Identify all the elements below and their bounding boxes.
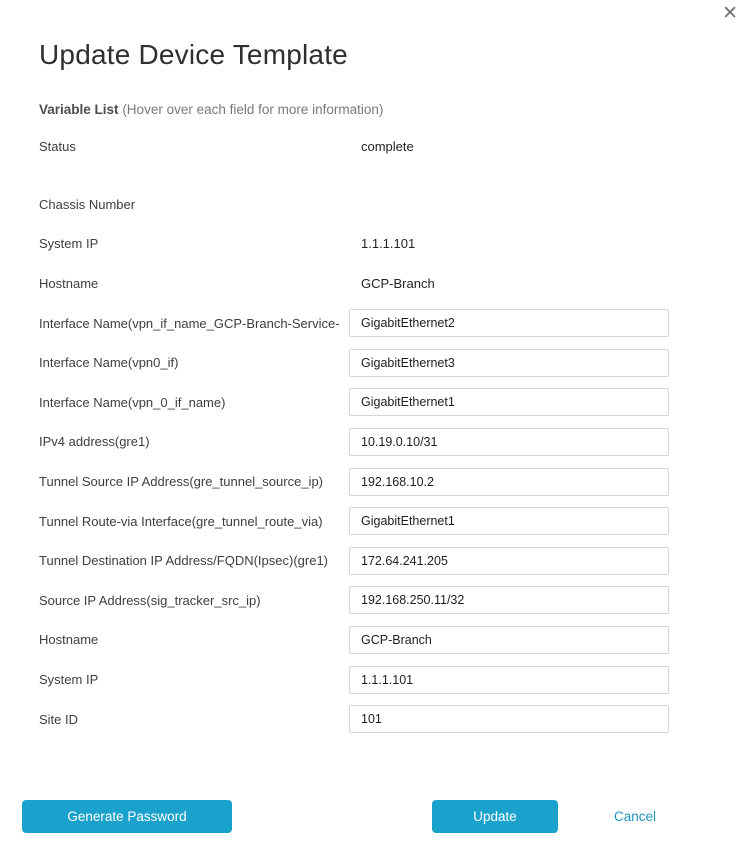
field-row-system-ip-editable: [39, 660, 669, 700]
hostname-input[interactable]: [349, 626, 669, 654]
field-row-hostname-editable: [39, 620, 669, 660]
field-label: IPv4 address(gre1): [39, 434, 150, 450]
field-row-tunnel-source-ip: [39, 462, 669, 502]
generate-password-button[interactable]: Generate Password: [22, 800, 232, 833]
field-label: Tunnel Destination IP Address/FQDN(Ipsec)(gre1): [39, 553, 329, 569]
field-row-sig-tracker-source-ip: [39, 581, 669, 621]
field-row-system-ip: [39, 224, 669, 264]
field-label: Interface Name(vpn0_if): [39, 355, 179, 371]
field-label: Tunnel Source IP Address(gre_tunnel_source_ip): [39, 474, 324, 490]
field-label: Chassis Number: [39, 196, 136, 212]
site-id-input[interactable]: [349, 705, 669, 733]
dialog-title: Update Device Template: [39, 38, 348, 70]
update-button[interactable]: Update: [432, 800, 558, 833]
field-label: System IP: [39, 236, 99, 252]
field-row-chassis-number: [39, 185, 669, 225]
interface-name-vpn-0-if-name-input[interactable]: [349, 388, 669, 416]
dialog-footer: [0, 800, 752, 834]
field-row-interface-name-vpn0-if: [39, 343, 669, 383]
tunnel-source-ip-input[interactable]: [349, 468, 669, 496]
field-row-hostname: [39, 264, 669, 304]
cancel-link[interactable]: Cancel: [614, 809, 657, 824]
field-row-tunnel-destination-ip: [39, 541, 669, 581]
field-row-tunnel-route-via: [39, 501, 669, 541]
field-row-ipv4-address-gre1: [39, 422, 669, 462]
field-value: GCP-Branch: [361, 276, 435, 292]
interface-name-service-input[interactable]: [349, 309, 669, 337]
field-label: Tunnel Route-via Interface(gre_tunnel_route_via): [39, 513, 323, 529]
variable-list-label: Variable List: [39, 102, 119, 117]
field-label: Interface Name(vpn_0_if_name): [39, 394, 226, 410]
close-icon[interactable]: ✕: [722, 3, 738, 24]
field-label: Site ID: [39, 711, 79, 727]
tunnel-route-via-input[interactable]: [349, 507, 669, 535]
field-label: Interface Name(vpn_if_name_GCP-Branch-Service-: [39, 315, 340, 331]
tunnel-destination-ip-input[interactable]: [349, 547, 669, 575]
field-row-status: [39, 127, 669, 167]
field-row-site-id: [39, 699, 669, 739]
sig-tracker-source-ip-input[interactable]: [349, 586, 669, 614]
field-label: Status: [39, 139, 76, 155]
field-label: Hostname: [39, 632, 99, 648]
variable-list-heading: [39, 102, 383, 117]
field-label: System IP: [39, 672, 99, 688]
variable-list: [39, 127, 669, 739]
variable-list-hint-text: (Hover over each field for more information): [122, 102, 384, 117]
field-label: Source IP Address(sig_tracker_src_ip): [39, 592, 261, 608]
field-label: Hostname: [39, 276, 99, 292]
ipv4-address-gre1-input[interactable]: [349, 428, 669, 456]
interface-name-vpn0-if-input[interactable]: [349, 349, 669, 377]
field-row-interface-name-service: [39, 303, 669, 343]
field-row-interface-name-vpn-0-if-name: [39, 383, 669, 423]
system-ip-input[interactable]: [349, 666, 669, 694]
field-value: 1.1.1.101: [361, 236, 416, 252]
field-value: complete: [361, 139, 414, 155]
